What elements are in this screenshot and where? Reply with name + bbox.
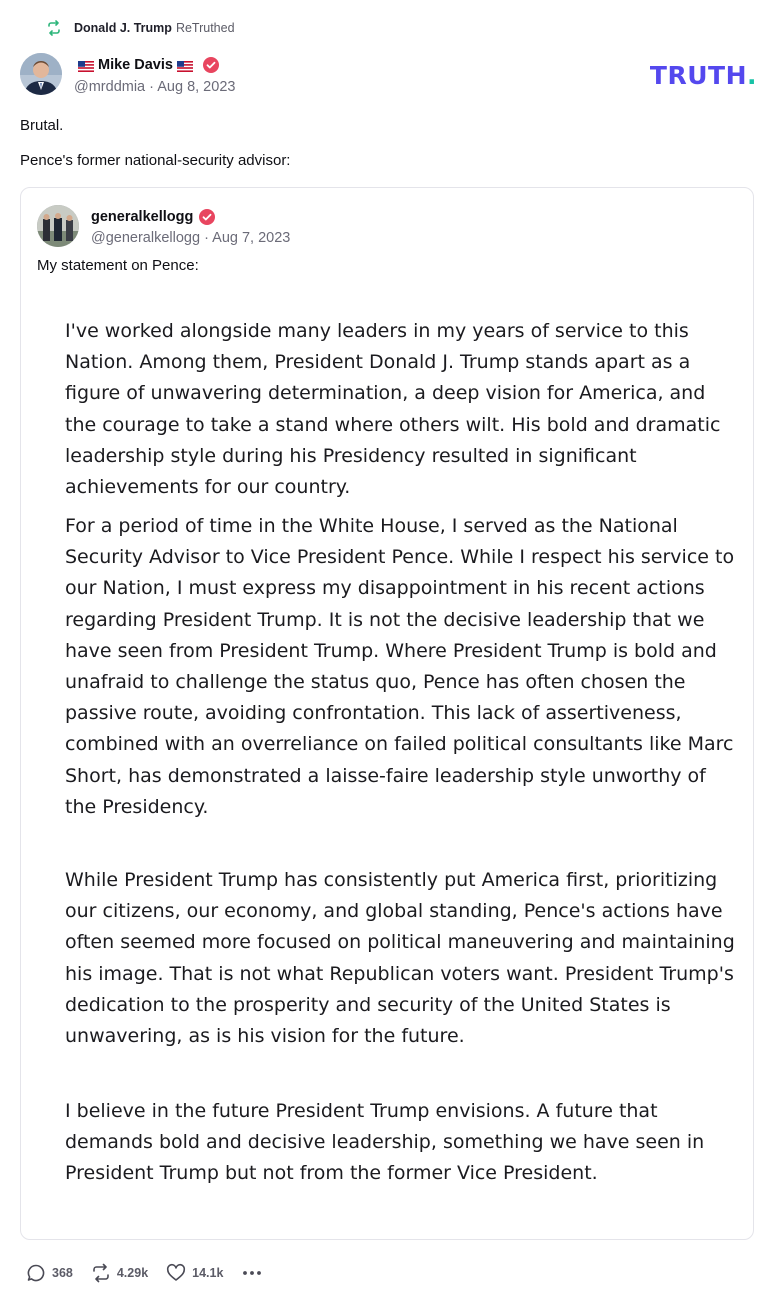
meta-separator: · xyxy=(204,230,209,246)
retruth-icon xyxy=(91,1263,111,1283)
retruth-label: ReTruthed xyxy=(175,21,235,35)
reply-count: 368 xyxy=(52,1266,73,1280)
retruth-icon xyxy=(46,20,62,36)
quote-author-handle[interactable]: @generalkellogg xyxy=(91,230,201,246)
author-name[interactable]: Mike Davis xyxy=(98,57,173,73)
verified-badge-icon xyxy=(199,209,215,225)
truth-logo[interactable]: TRUTH. xyxy=(649,61,757,90)
reply-button[interactable] xyxy=(26,1263,73,1283)
comment-icon xyxy=(26,1263,46,1283)
author-handle[interactable]: @mrddmia xyxy=(74,79,146,95)
like-count: 14.1k xyxy=(192,1266,224,1280)
post-date[interactable]: Aug 8, 2023 xyxy=(157,79,236,95)
more-dots-icon xyxy=(241,1263,263,1283)
quote-text: My statement on Pence: xyxy=(37,257,199,274)
verified-badge-icon xyxy=(203,57,219,73)
statement-paragraph-3: While President Trump has consistently put America first, prioritizing our citizens, our economy, and global standing, Pence's actions have often seemed more focused on political maneuvering and maintaining his image. That is not what Republican voters want. President Trump's dedication to the prosperity and security of the United States is unwavering, as is his vision for the future. xyxy=(65,869,735,1048)
quoted-post-card[interactable] xyxy=(20,187,754,1240)
heart-icon xyxy=(166,1263,186,1283)
post-text-line-1: Brutal. xyxy=(20,117,64,134)
avatar[interactable] xyxy=(20,53,62,95)
post-meta xyxy=(74,79,235,95)
statement-image[interactable] xyxy=(39,289,737,1224)
us-flag-icon xyxy=(177,60,193,71)
quote-meta xyxy=(91,230,290,246)
retruth-button[interactable] xyxy=(91,1263,148,1283)
retruth-count: 4.29k xyxy=(116,1266,149,1280)
statement-paragraph-2: For a period of time in the White House, I served as the National Security Advisor to Vice President Pence. While I respect his service to our Nation, I must express my disappointment in his recent actions regarding President Trump. It is not the decisive leadership that we have seen from President Trump. Where President Trump is bold and unafraid to challenge the status quo, Pence has often chosen the passive route, avoiding confrontation. This lack of assertiveness, combined with an overreliance on failed political consultants like Marc Short, has demonstrated a laisse-faire leadership style unworthy of the Presidency. xyxy=(65,515,735,818)
retruth-author-link[interactable]: Donald J. Trump xyxy=(74,21,172,35)
statement-paragraph-4: I believe in the future President Trump envisions. A future that demands bold and decisive leadership, something we have seen in President Trump but not from the former Vice President. xyxy=(65,1100,705,1185)
quote-avatar[interactable] xyxy=(37,205,79,247)
us-flag-icon xyxy=(78,60,94,71)
meta-separator: · xyxy=(149,79,154,95)
statement-paragraph-1: I've worked alongside many leaders in my years of service to this Nation. Among them, President Donald J. Trump stands apart as a figure of unwavering determination, a deep vision for America, and the courage to take a stand where others wilt. His bold and dramatic leadership style during his Presidency resulted in significant achievements for our country. xyxy=(65,320,721,499)
retruth-indicator xyxy=(46,18,235,38)
post-header xyxy=(20,53,757,97)
more-options-button[interactable] xyxy=(241,1263,269,1283)
quote-date[interactable]: Aug 7, 2023 xyxy=(212,230,291,246)
quote-author-name[interactable]: generalkellogg xyxy=(91,209,194,225)
post-text-line-2: Pence's former national-security advisor: xyxy=(20,152,291,169)
like-button[interactable] xyxy=(166,1263,223,1283)
action-bar xyxy=(26,1261,287,1285)
